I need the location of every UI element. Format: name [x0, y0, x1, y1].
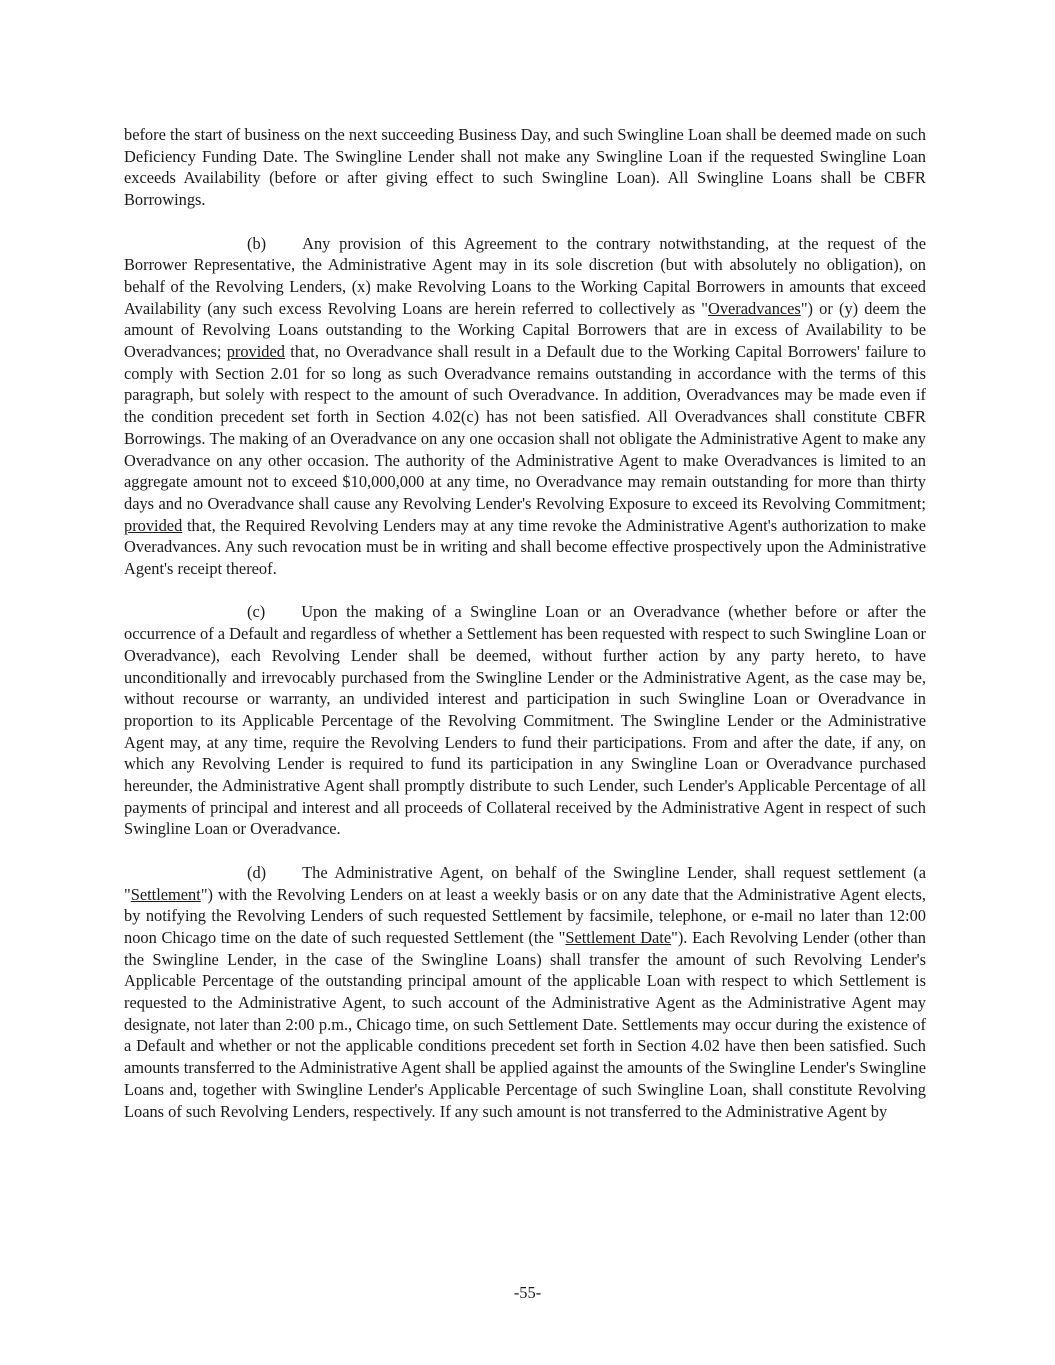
paragraph-text: Upon the making of a Swingline Loan or an Overadvance (whether before or after the occurrence of a Default and regardless of whether a Settlement has been requested with respect to such Swingline Loan or Overadvance), each Revolving Lender shall be deemed, without further action by any party hereto, to have unconditionally and irrevocably purchased from the Swingline Lender or the Administrative Agent, as the case may be, without recourse or warranty, an undivided interest and participation in such Swingline Loan or Overadvance in proportion to its Applicable Percentage of the Revolving Commitment. The Swingline Lender or the Administrative Agent may, at any time, require the Revolving Lenders to fund their participations. From and after the date, if any, on which any Revolving Lender is required to fund its participation in any Swingline Loan or Overadvance purchased hereunder, the Administrative Agent shall promptly distribute to such Lender, such Lender's Applicable Percentage of all payments of principal and interest and all proceeds of Collateral received by the Administrative Agent in respect of such Swingline Loan or Overadvance.: [124, 602, 926, 839]
page-number: -55-: [513, 1283, 542, 1302]
paragraph-label: (b): [247, 233, 267, 253]
document-page: [124, 124, 926, 1144]
paragraph-text: that, no Overadvance shall result in a Default due to the Working Capital Borrowers' failure to comply with Section 2.01 for so long as such Overadvance remains outstanding in accordance with the terms of this paragraph, but solely with respect to the amount of such Overadvance. In addition, Overadvances may be made even if the condition precedent set forth in Section 4.02(c) has not been satisfied. All Overadvances shall constitute CBFR Borrowings. The making of an Overadvance on any one occasion shall not obligate the Administrative Agent to make any Overadvance on any other occasion. The authority of the Administrative Agent to make Overadvances is limited to an aggregate amount not to exceed $10,000,000 at any time, no Overadvance may remain outstanding for more than thirty days and no Overadvance shall cause any Revolving Lender's Revolving Exposure to exceed its Revolving Commitment;: [124, 342, 927, 513]
paragraph-continuation: [124, 124, 926, 211]
paragraph-d: [124, 862, 926, 1122]
paragraph-label: (c): [247, 602, 266, 622]
defined-term: Settlement: [130, 884, 201, 904]
paragraph-text: ") with the Revolving Lenders on at least a weekly basis or on any date that the Administrative Agent elects, by notifying the Revolving Lenders of such requested Settlement by facsimile, telephone, or e-mail no later than 12:00 noon Chicago time on the date of such requested Settlement (the ": [124, 884, 926, 947]
proviso-term: provided: [124, 515, 183, 535]
defined-term: Settlement Date: [565, 927, 672, 947]
paragraph-text: Any provision of this Agreement to the contrary notwithstanding, at the request of the Borrower Representative, the Administrative Agent may in its sole discretion (but with absolutely no obligation), on behalf of the Revolving Lenders, (x) make Revolving Loans to the Working Capital Borrowers in amounts that exceed Availability (any such excess Revolving Loans are herein referred to collectively as ": [124, 233, 926, 318]
paragraph-c: [124, 601, 926, 840]
proviso-term: provided: [226, 342, 285, 362]
paragraph-text: before the start of business on the next succeeding Business Day, and such Swingline Loan shall be deemed made on such Deficiency Funding Date. The Swingline Lender shall not make any Swingline Loan if the requested Swingline Loan exceeds Availability (before or after giving effect to such Swingline Loan). All Swingline Loans shall be CBFR Borrowings.: [124, 125, 926, 210]
defined-term: Overadvances: [707, 298, 801, 318]
paragraph-text: "). Each Revolving Lender (other than the Swingline Lender, in the case of the Swingline Loans) shall transfer the amount of such Revolving Lender's Applicable Percentage of the outstanding principal amount of the applicable Loan with respect to which Settlement is requested to the Administrative Agent, to such account of the Administrative Agent as the Administrative Agent may designate, not later than 2:00 p.m., Chicago time, on such Settlement Date. Settlements may occur during the existence of a Default and whether or not the applicable conditions precedent set forth in Section 4.02 have then been satisfied. Such amounts transferred to the Administrative Agent shall be applied against the amounts of the Swingline Lender's Swingline Loans and, together with Swingline Lender's Applicable Percentage of such Swingline Loan, shall constitute Revolving Loans of such Revolving Lenders, respectively. If any such amount is not transferred to the Administrative Agent by: [124, 927, 926, 1121]
paragraph-label: (d): [247, 862, 267, 882]
paragraph-text: that, the Required Revolving Lenders may at any time revoke the Administrative Agent's authorization to make Overadvances. Any such revocation must be in writing and shall become effective prospectively upon the Administrative Agent's receipt thereof.: [124, 515, 926, 579]
paragraph-text: The Administrative Agent, on behalf of the Swingline Lender, shall request settlement (a ": [124, 862, 926, 904]
paragraph-text: ") or (y) deem the amount of Revolving Loans outstanding to the Working Capital Borrowers that are in excess of Availability to be Overadvances;: [124, 298, 927, 362]
paragraph-b: [124, 233, 926, 580]
